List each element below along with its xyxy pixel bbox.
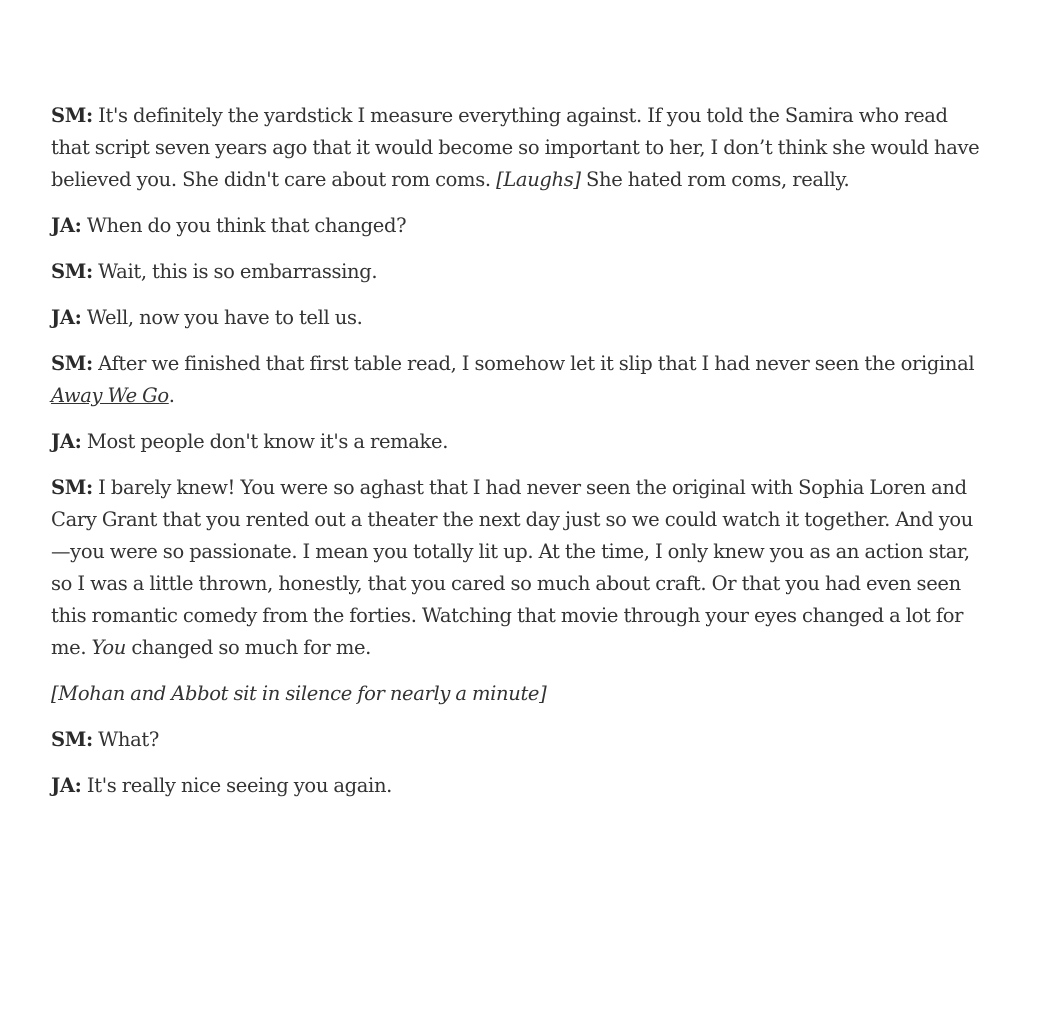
transcript-paragraph — [51, 348, 981, 412]
dialogue-text: After we finished that first table read, I somehow let it slip that I had never seen the original — [92, 352, 975, 375]
dialogue-text: I barely knew! You were so aghast that I had never seen the original with Sophia Loren and Cary Grant that you rented out a theater the next day just so we could watch it together. And you—you were so passionate. I mean you totally lit up. At the time, I only knew you as an action star, so I was a little thrown, honestly, that you cared so much about craft. Or that you had even seen this romantic comedy from the forties. Watching that movie through your eyes changed a lot for me. — [51, 476, 974, 659]
interview-transcript — [51, 100, 981, 816]
away-we-go-link[interactable]: Away We Go — [51, 384, 169, 407]
speaker-label: JA: — [51, 430, 82, 453]
dialogue-text: It's really nice seeing you again. — [81, 774, 393, 797]
dialogue-text: When do you think that changed? — [81, 214, 407, 237]
dialogue-text: It's definitely the yardstick I measure everything against. If you told the Samira who read that script seven years ago that it would become so important to her, I don’t think she would have believed you. She didn't care about rom coms. — [51, 104, 980, 191]
speaker-label: SM: — [51, 476, 93, 499]
emphasis-you: You — [91, 636, 126, 659]
aside-laughs: [Laughs] — [496, 168, 581, 191]
dialogue-text: She hated rom coms, really. — [580, 168, 850, 191]
transcript-paragraph — [51, 302, 981, 334]
transcript-paragraph — [51, 210, 981, 242]
transcript-paragraph — [51, 426, 981, 458]
speaker-label: SM: — [51, 260, 93, 283]
transcript-paragraph — [51, 724, 981, 756]
transcript-paragraph — [51, 770, 981, 802]
transcript-paragraph — [51, 100, 981, 196]
dialogue-text: changed so much for me. — [125, 636, 372, 659]
dialogue-text: . — [168, 384, 175, 407]
transcript-paragraph — [51, 472, 981, 664]
dialogue-text: What? — [92, 728, 159, 751]
speaker-label: JA: — [51, 214, 82, 237]
speaker-label: JA: — [51, 774, 82, 797]
stage-direction: [Mohan and Abbot sit in silence for nearly a minute] — [51, 682, 547, 705]
dialogue-text: Well, now you have to tell us. — [81, 306, 363, 329]
speaker-label: SM: — [51, 352, 93, 375]
dialogue-text: Most people don't know it's a remake. — [81, 430, 449, 453]
speaker-label: SM: — [51, 728, 93, 751]
speaker-label: SM: — [51, 104, 93, 127]
speaker-label: JA: — [51, 306, 82, 329]
transcript-paragraph — [51, 256, 981, 288]
dialogue-text: Wait, this is so embarrassing. — [92, 260, 378, 283]
